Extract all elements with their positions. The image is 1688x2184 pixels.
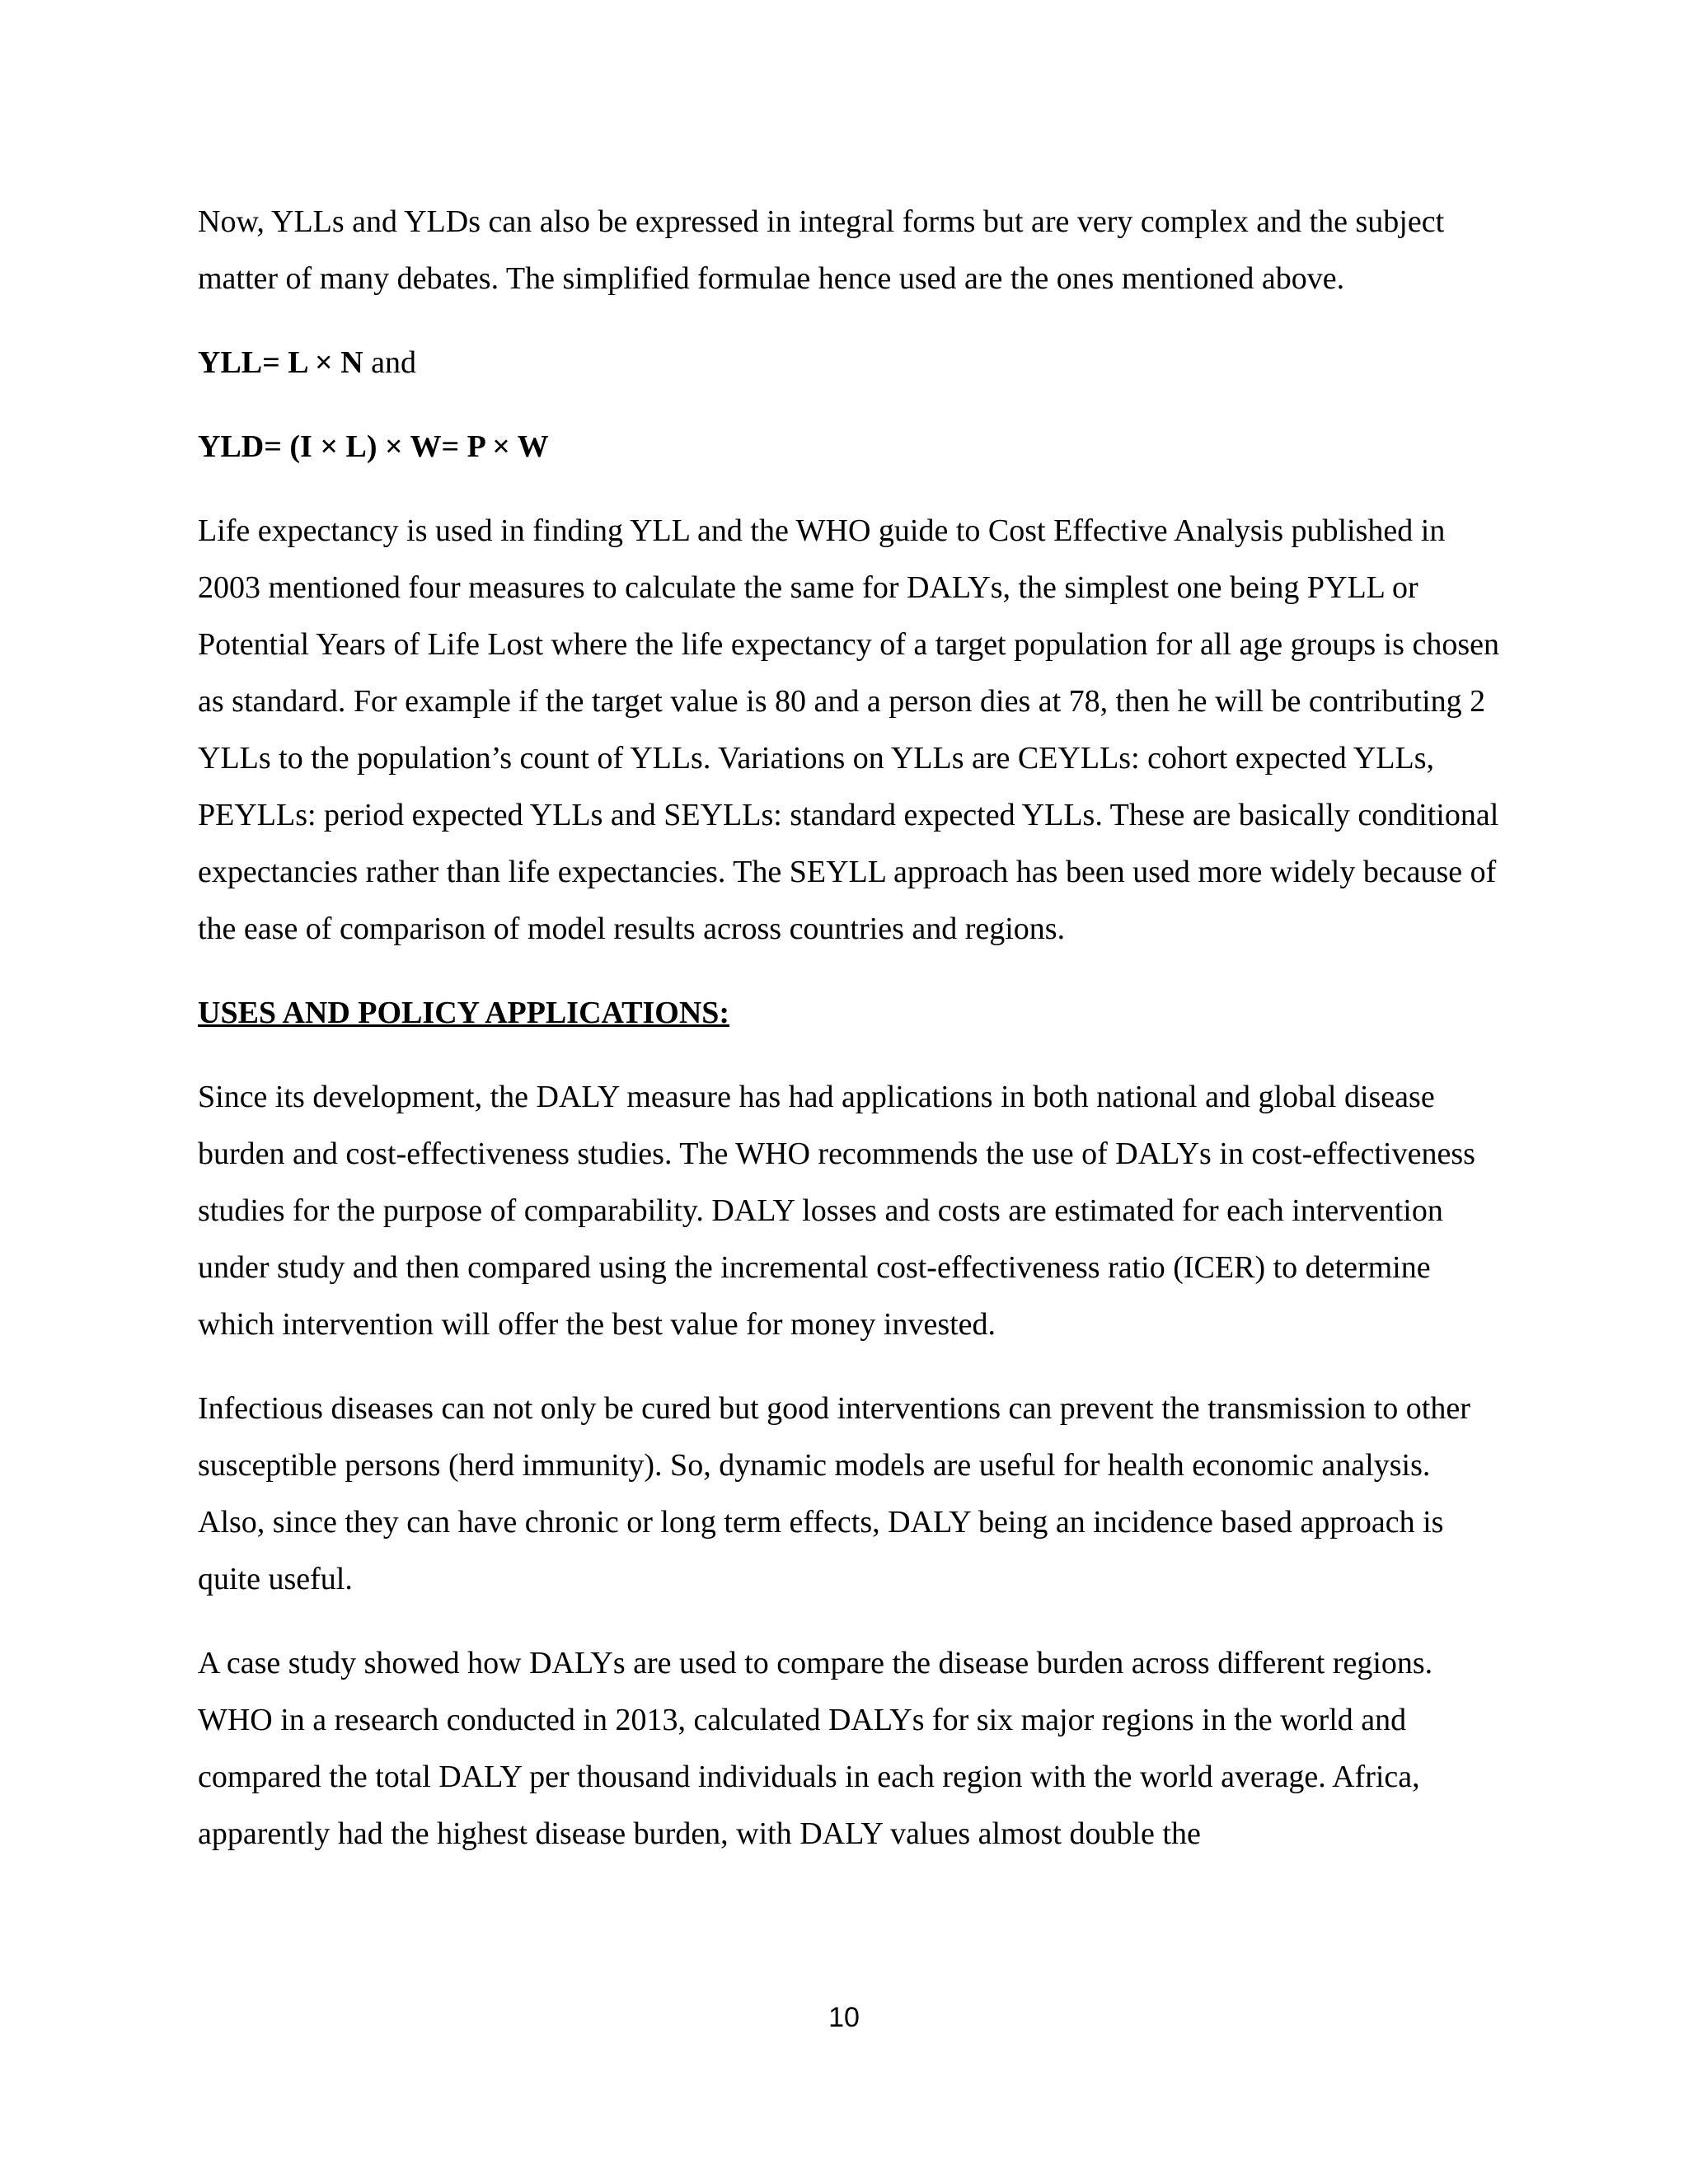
formula-yll-expression: YLL= L × N <box>198 345 363 380</box>
document-page <box>198 194 1500 1890</box>
section-heading: USES AND POLICY APPLICATIONS: <box>198 996 730 1030</box>
paragraph-life-expectancy: Life expectancy is used in finding YLL and the WHO guide to Cost Effective Analysis published in 2003 mentioned four measures to calculate the same for DALYs, the simplest one being PYLL or Potential Years of Life Lost where the life expectancy of a target population for all age groups is chosen as standard. For example if the target value is 80 and a person dies at 78, then he will be contributing 2 YLLs to the population’s count of YLLs. Variations on YLLs are CEYLLs: cohort expected YLLs, PEYLLs: period expected YLLs and SEYLLs: standard expected YLLs. These are basically conditional expectancies rather than life expectancies. The SEYLL approach has been used more widely because of the ease of comparison of model results across countries and regions. <box>198 513 1499 946</box>
paragraph-case-study: A case study showed how DALYs are used to compare the disease burden across different regions. WHO in a research conducted in 2013, calculated DALYs for six major regions in the world and compared the total DALY per thousand individuals in each region with the world average. Africa, apparently had the highest disease burden, with DALY values almost double the <box>198 1646 1433 1851</box>
formula-yll-suffix: and <box>363 345 417 380</box>
formula-yld <box>198 419 1500 476</box>
formula-yll <box>198 335 1500 391</box>
paragraph-daly-applications: Since its development, the DALY measure has had applications in both national and global disease burden and cost-effectiveness studies. The WHO recommends the use of DALYs in cost-effectiveness studies for the purpose of comparability. DALY losses and costs are estimated for each intervention under study and then compared using the incremental cost-effectiveness ratio (ICER) to determine which intervention will offer the best value for money invested. <box>198 1080 1475 1342</box>
formula-yld-expression: YLD= (I × L) × W= P × W <box>198 429 549 464</box>
paragraph-integral-forms: Now, YLLs and YLDs can also be expressed in integral forms but are very complex and the subject matter of many debates. The simplified formulae hence used are the ones mentioned above. <box>198 204 1445 296</box>
paragraph-infectious-diseases: Infectious diseases can not only be cured but good interventions can prevent the transmission to other susceptible persons (herd immunity). So, dynamic models are useful for health economic analysis. Also, since they can have chronic or long term effects, DALY being an incidence based approach is quite useful. <box>198 1391 1470 1596</box>
page-number: 10 <box>828 2002 860 2033</box>
